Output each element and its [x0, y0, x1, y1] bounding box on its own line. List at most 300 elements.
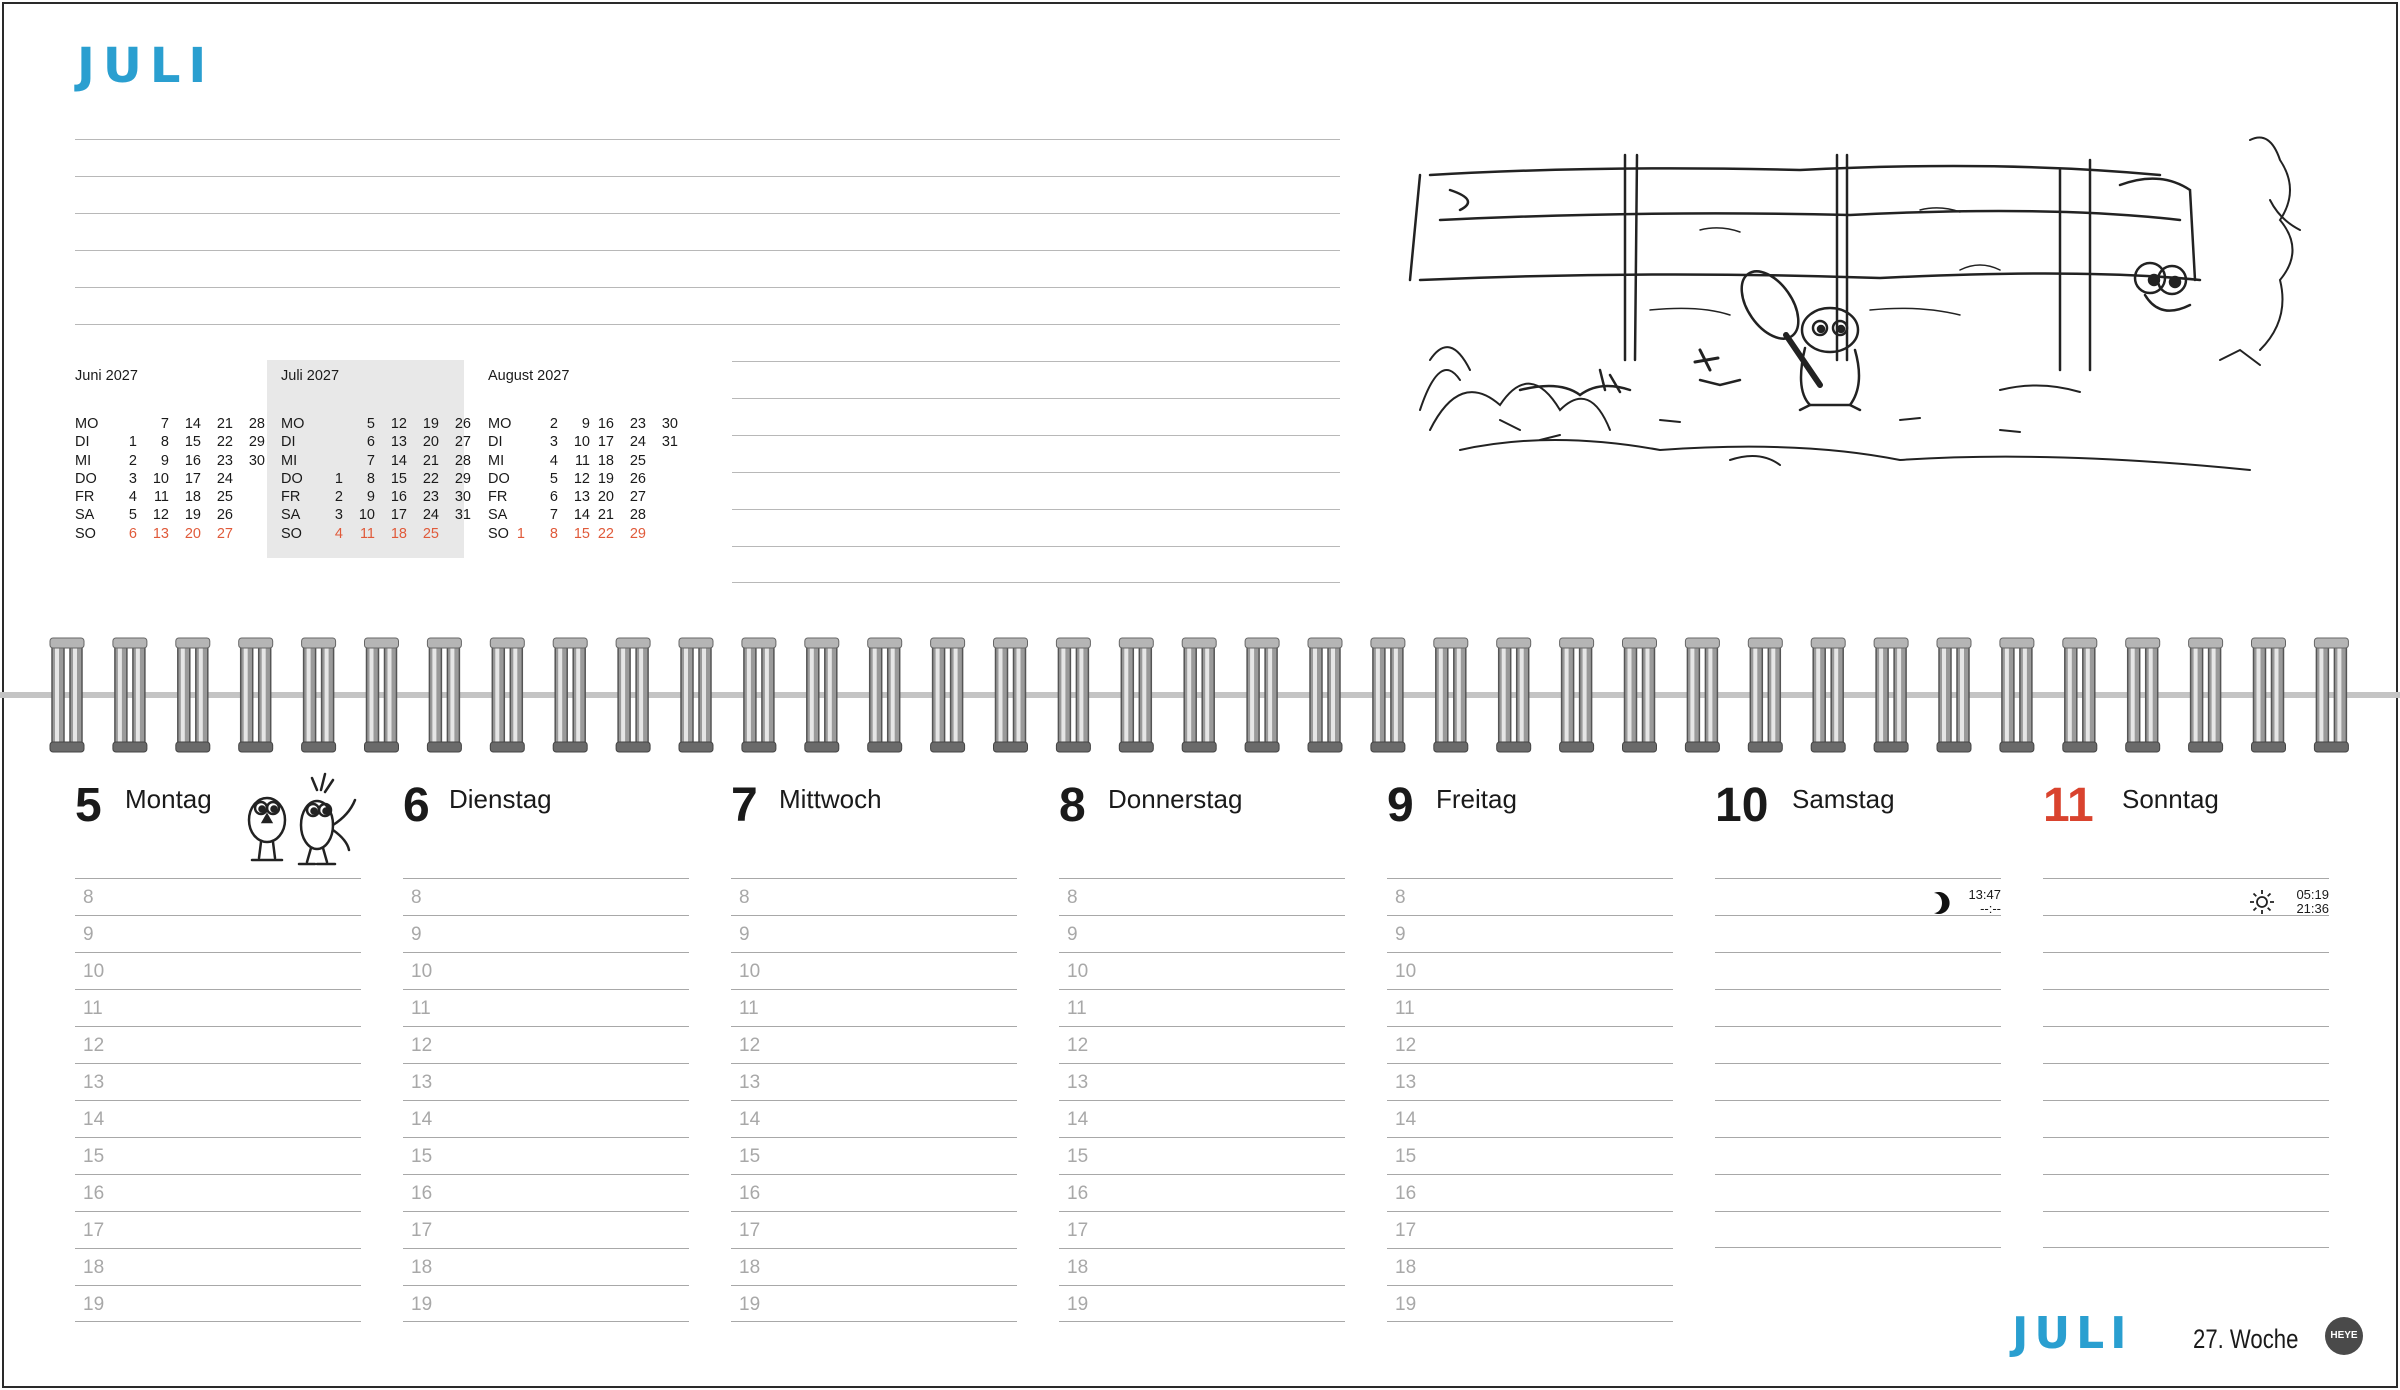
mini-calendar-title: Juli 2027: [281, 368, 340, 384]
hour-slot[interactable]: [731, 1285, 1017, 1322]
hour-label: 19: [1067, 1294, 1089, 1315]
hour-slot[interactable]: [1387, 989, 1673, 1026]
note-line[interactable]: [732, 435, 1340, 436]
day-name: Mittwoch: [779, 784, 882, 814]
hour-slot[interactable]: [403, 989, 689, 1026]
date-cell: 25: [216, 489, 233, 506]
hour-slot[interactable]: [1387, 1174, 1673, 1211]
hour-label: 14: [1067, 1109, 1089, 1130]
hour-label: 17: [411, 1220, 433, 1241]
date-cell: 25: [422, 525, 439, 542]
date-cell: 28: [248, 416, 265, 432]
day-header: [1059, 770, 1345, 878]
date-cell: 30: [248, 452, 265, 469]
day-column-freitag: [1387, 770, 1673, 1322]
date-cell: 1: [128, 434, 137, 451]
date-cell: 30: [454, 489, 471, 506]
date-cell: 4: [128, 489, 137, 506]
date-cell: 8: [366, 470, 375, 487]
hour-label: 12: [1067, 1035, 1089, 1056]
hour-slot[interactable]: [1059, 878, 1345, 915]
hour-slot[interactable]: [1387, 1248, 1673, 1285]
hour-slot[interactable]: [403, 1248, 689, 1285]
hour-label: 12: [739, 1035, 761, 1056]
date-cell: 29: [629, 525, 646, 542]
date-cell: 6: [549, 489, 558, 506]
date-cell: 16: [184, 452, 201, 469]
note-line[interactable]: [732, 582, 1340, 583]
date-cell: 20: [184, 525, 201, 542]
day-column-dienstag: [403, 770, 689, 1322]
mini-calendar-june: [75, 368, 265, 558]
hour-slot[interactable]: [2043, 1063, 2329, 1100]
date-cell: 14: [390, 452, 407, 469]
hour-slot[interactable]: [1059, 915, 1345, 952]
publisher-logo: HEYE: [2325, 1317, 2363, 1355]
day-header: [2043, 770, 2329, 878]
day-number: 5: [75, 779, 102, 832]
hour-label: 15: [1067, 1146, 1089, 1167]
weekday-label: FR: [75, 489, 95, 506]
hour-slot[interactable]: [403, 915, 689, 952]
weekday-label: MO: [281, 416, 305, 432]
day-column-montag: [75, 770, 361, 1322]
date-cell: 22: [216, 434, 233, 451]
hour-label: 14: [1395, 1109, 1417, 1130]
sunset-time: 21:36: [2296, 901, 2329, 916]
hour-label: 16: [739, 1183, 761, 1204]
sunrise-time: 05:19: [2296, 887, 2329, 902]
date-cell: 5: [549, 470, 558, 487]
hour-slot[interactable]: [731, 1063, 1017, 1100]
date-cell: 30: [661, 416, 678, 432]
date-cell: 21: [597, 507, 614, 524]
date-cell: 22: [597, 525, 614, 542]
date-cell: 7: [549, 507, 558, 524]
hour-label: 12: [1395, 1035, 1417, 1056]
hour-label: 18: [83, 1257, 105, 1278]
hour-label: 11: [1067, 998, 1087, 1019]
hour-slot[interactable]: [403, 1211, 689, 1248]
hour-slot[interactable]: [1387, 952, 1673, 989]
hour-slot[interactable]: [1715, 952, 2001, 989]
hour-label: 13: [739, 1072, 761, 1093]
date-cell: 1: [516, 525, 525, 542]
date-cell: 18: [184, 489, 201, 506]
day-column-sonntag: [2043, 770, 2329, 1248]
hour-label: 18: [411, 1257, 433, 1278]
hour-slot[interactable]: [1387, 915, 1673, 952]
day-column-samstag: [1715, 770, 2001, 1248]
mini-calendar-title: August 2027: [488, 368, 570, 384]
note-line[interactable]: [75, 213, 1340, 214]
date-cell: 15: [573, 525, 590, 542]
date-cell: 9: [160, 452, 169, 469]
day-name: Freitag: [1436, 784, 1517, 814]
hour-slot[interactable]: [75, 1174, 361, 1211]
date-cell: 10: [152, 470, 169, 487]
hour-slot[interactable]: [731, 1248, 1017, 1285]
hour-label: 11: [83, 998, 103, 1019]
date-cell: 16: [390, 489, 407, 506]
weekday-label: DI: [75, 434, 90, 451]
hour-slot[interactable]: [1059, 1174, 1345, 1211]
date-cell: 6: [128, 525, 137, 542]
date-cell: 13: [573, 489, 590, 506]
note-line[interactable]: [732, 509, 1340, 510]
hour-slot[interactable]: [75, 952, 361, 989]
weekday-label: MO: [75, 416, 99, 432]
hour-slot[interactable]: [403, 1137, 689, 1174]
date-cell: 2: [334, 489, 343, 506]
day-name: Dienstag: [449, 784, 552, 814]
hour-label: 8: [83, 887, 94, 908]
hour-label: 17: [83, 1220, 105, 1241]
hour-slot[interactable]: [731, 1100, 1017, 1137]
hour-label: 8: [1395, 887, 1406, 908]
date-cell: 2: [128, 452, 137, 469]
note-line[interactable]: [732, 361, 1340, 362]
date-cell: 11: [153, 489, 169, 506]
date-cell: 21: [216, 416, 233, 432]
date-cell: 31: [661, 434, 678, 451]
date-cell: 13: [152, 525, 169, 542]
date-cell: 5: [128, 507, 137, 524]
hour-label: 14: [83, 1109, 105, 1130]
date-cell: 27: [454, 434, 471, 451]
cat-illustration: [1400, 130, 2330, 520]
date-cell: 6: [366, 434, 375, 451]
hour-slot[interactable]: [75, 1026, 361, 1063]
note-line[interactable]: [75, 250, 1340, 251]
date-cell: 23: [216, 452, 233, 469]
date-cell: 23: [422, 489, 439, 506]
date-cell: 4: [334, 525, 343, 542]
date-cell: 26: [629, 470, 646, 487]
hour-slot[interactable]: [2043, 1100, 2329, 1137]
date-cell: 25: [629, 452, 646, 469]
day-number: 7: [731, 779, 758, 832]
hour-label: 9: [1395, 924, 1406, 945]
weekday-label: MI: [281, 452, 298, 469]
date-cell: 3: [128, 470, 137, 487]
hour-slot[interactable]: [75, 915, 361, 952]
hour-slot[interactable]: [1715, 915, 2001, 952]
hour-slot[interactable]: [731, 1174, 1017, 1211]
mini-calendar-july: [267, 360, 471, 558]
hour-slot[interactable]: [75, 1100, 361, 1137]
hour-label: 14: [739, 1109, 761, 1130]
hour-slot[interactable]: [731, 1137, 1017, 1174]
date-cell: 7: [366, 452, 375, 469]
date-cell: 12: [390, 416, 407, 432]
hour-label: 19: [411, 1294, 433, 1315]
date-cell: 8: [549, 525, 558, 542]
hour-slot[interactable]: [2043, 915, 2329, 952]
day-header: [403, 770, 689, 878]
hour-slot[interactable]: [731, 878, 1017, 915]
weekday-label: MI: [75, 452, 92, 469]
date-cell: 13: [390, 434, 407, 451]
hour-label: 11: [411, 998, 431, 1019]
date-cell: 10: [573, 434, 590, 451]
weekday-label: FR: [488, 489, 508, 506]
hour-label: 10: [83, 961, 105, 982]
hour-label: 8: [739, 887, 750, 908]
hour-label: 13: [411, 1072, 433, 1093]
day-name: Samstag: [1792, 784, 1895, 814]
hour-slot[interactable]: [403, 1285, 689, 1322]
hour-label: 15: [411, 1146, 433, 1167]
date-cell: 12: [152, 507, 169, 524]
page-title: JULI: [77, 38, 215, 94]
hour-label: 15: [83, 1146, 105, 1167]
hour-label: 15: [739, 1146, 761, 1167]
note-line[interactable]: [75, 287, 1340, 288]
hour-label: 19: [1395, 1294, 1417, 1315]
footer-month: JULI: [2012, 1308, 2133, 1359]
hour-label: 14: [411, 1109, 433, 1130]
hour-label: 11: [739, 998, 759, 1019]
date-cell: 16: [597, 416, 614, 432]
date-cell: 2: [549, 416, 558, 432]
date-cell: 11: [359, 525, 375, 542]
date-cell: 10: [358, 507, 375, 524]
hour-label: 9: [83, 924, 94, 945]
date-cell: 23: [629, 416, 646, 432]
hour-slot[interactable]: [2043, 1211, 2329, 1248]
hour-label: 18: [1067, 1257, 1089, 1278]
hour-label: 16: [83, 1183, 105, 1204]
hour-label: 15: [1395, 1146, 1417, 1167]
hour-slot[interactable]: [2043, 878, 2329, 915]
hour-slot[interactable]: [1059, 1026, 1345, 1063]
day-header: [1387, 770, 1673, 878]
date-cell: 7: [160, 416, 169, 432]
hour-slot[interactable]: [403, 1026, 689, 1063]
hour-slot[interactable]: [1715, 1063, 2001, 1100]
note-line[interactable]: [75, 139, 1340, 140]
hour-label: 10: [1395, 961, 1417, 982]
hour-label: 12: [411, 1035, 433, 1056]
weekday-label: SO: [75, 525, 96, 542]
date-cell: 18: [390, 525, 407, 542]
weekday-label: DO: [75, 470, 97, 487]
hour-slot[interactable]: [403, 1063, 689, 1100]
hour-slot[interactable]: [731, 1026, 1017, 1063]
date-cell: 29: [454, 470, 471, 487]
hour-label: 8: [1067, 887, 1078, 908]
date-cell: 4: [549, 452, 558, 469]
hour-label: 12: [83, 1035, 105, 1056]
date-cell: 28: [629, 507, 646, 524]
hour-slot[interactable]: [403, 878, 689, 915]
date-cell: 17: [184, 470, 201, 487]
date-cell: 18: [597, 452, 614, 469]
hour-slot[interactable]: [2043, 989, 2329, 1026]
hour-slot[interactable]: [75, 1063, 361, 1100]
birds-icon: [237, 770, 357, 870]
hour-slot[interactable]: [1387, 1100, 1673, 1137]
hour-slot[interactable]: [1715, 1026, 2001, 1063]
hour-slot[interactable]: [1715, 878, 2001, 915]
hour-slot[interactable]: [2043, 952, 2329, 989]
hour-label: 19: [739, 1294, 761, 1315]
weekday-label: SA: [281, 507, 301, 524]
hour-slot[interactable]: [2043, 1174, 2329, 1211]
hour-slot[interactable]: [731, 989, 1017, 1026]
hour-slot[interactable]: [1715, 989, 2001, 1026]
date-cell: 17: [597, 434, 614, 451]
note-line[interactable]: [732, 472, 1340, 473]
day-number: 8: [1059, 779, 1086, 832]
hour-slot[interactable]: [2043, 1026, 2329, 1063]
date-cell: 21: [422, 452, 439, 469]
day-name: Donnerstag: [1108, 784, 1243, 814]
hour-slot[interactable]: [75, 878, 361, 915]
date-cell: 17: [390, 507, 407, 524]
hour-label: 16: [1395, 1183, 1417, 1204]
hour-slot[interactable]: [1387, 1285, 1673, 1322]
hour-label: 10: [411, 961, 433, 982]
hour-slot[interactable]: [2043, 1137, 2329, 1174]
hour-slot[interactable]: [731, 952, 1017, 989]
hour-slot[interactable]: [1059, 1063, 1345, 1100]
week-number: 27. Woche: [2193, 1324, 2299, 1354]
date-cell: 19: [184, 507, 201, 524]
day-header: [75, 770, 361, 878]
date-cell: 27: [216, 525, 233, 542]
hour-slot[interactable]: [1715, 1137, 2001, 1174]
note-line[interactable]: [75, 324, 1340, 325]
moon-time-secondary: --:--: [1980, 901, 2001, 916]
date-cell: 9: [366, 489, 375, 506]
weekday-label: DI: [281, 434, 296, 451]
day-name: Sonntag: [2122, 784, 2219, 814]
day-number: 9: [1387, 779, 1414, 832]
day-name: Montag: [125, 784, 212, 814]
hour-slot[interactable]: [75, 1248, 361, 1285]
hour-slot[interactable]: [1387, 878, 1673, 915]
hour-slot[interactable]: [1059, 989, 1345, 1026]
hour-slot[interactable]: [1059, 1137, 1345, 1174]
hour-label: 10: [739, 961, 761, 982]
date-cell: 14: [573, 507, 590, 524]
date-cell: 5: [366, 416, 375, 432]
hour-slot[interactable]: [75, 1137, 361, 1174]
hour-label: 8: [411, 887, 422, 908]
date-cell: 14: [184, 416, 201, 432]
hour-slot[interactable]: [1387, 1063, 1673, 1100]
hour-label: 18: [739, 1257, 761, 1278]
hour-slot[interactable]: [403, 952, 689, 989]
note-line[interactable]: [732, 546, 1340, 547]
moon-time: 13:47: [1968, 887, 2001, 902]
date-cell: 20: [422, 434, 439, 451]
date-cell: 19: [422, 416, 439, 432]
hour-slot[interactable]: [1715, 1174, 2001, 1211]
date-cell: 29: [248, 434, 265, 451]
weekday-label: FR: [281, 489, 301, 506]
weekday-label: DI: [488, 434, 503, 451]
hour-slot[interactable]: [731, 915, 1017, 952]
day-column-donnerstag: [1059, 770, 1345, 1322]
hour-label: 13: [1395, 1072, 1417, 1093]
date-cell: 31: [454, 507, 471, 524]
hour-slot[interactable]: [1387, 1137, 1673, 1174]
date-cell: 12: [573, 470, 590, 487]
hour-slot[interactable]: [75, 1285, 361, 1322]
weekday-label: MO: [488, 416, 512, 432]
hour-label: 16: [411, 1183, 433, 1204]
moon-icon: [1929, 891, 1951, 915]
date-cell: 24: [422, 507, 439, 524]
date-cell: 3: [334, 507, 343, 524]
date-cell: 11: [574, 452, 590, 469]
date-cell: 8: [160, 434, 169, 451]
hour-slot[interactable]: [1059, 952, 1345, 989]
mini-calendar-august: [488, 368, 688, 558]
hour-label: 9: [1067, 924, 1078, 945]
sun-icon: [2249, 889, 2275, 915]
hour-slot[interactable]: [1715, 1211, 2001, 1248]
weekday-label: SA: [75, 507, 95, 524]
hour-slot[interactable]: [1059, 1285, 1345, 1322]
date-cell: 27: [629, 489, 646, 506]
hour-label: 13: [1067, 1072, 1089, 1093]
hour-slot[interactable]: [1059, 1100, 1345, 1137]
day-column-mittwoch: [731, 770, 1017, 1322]
date-cell: 28: [454, 452, 471, 469]
hour-label: 18: [1395, 1257, 1417, 1278]
date-cell: 1: [334, 470, 343, 487]
note-line[interactable]: [75, 176, 1340, 177]
spiral-binding: [0, 630, 2400, 760]
weekday-label: DO: [488, 470, 510, 487]
sun-times-info: [2249, 887, 2329, 917]
hour-slot[interactable]: [731, 1211, 1017, 1248]
hour-label: 9: [739, 924, 750, 945]
hour-label: 17: [1395, 1220, 1417, 1241]
hour-slot[interactable]: [1387, 1211, 1673, 1248]
hour-label: 11: [1395, 998, 1415, 1019]
hour-label: 17: [739, 1220, 761, 1241]
hour-label: 10: [1067, 961, 1089, 982]
hour-slot[interactable]: [1059, 1248, 1345, 1285]
hour-slot[interactable]: [1387, 1026, 1673, 1063]
hour-slot[interactable]: [75, 989, 361, 1026]
moon-phase-info: [1921, 887, 2001, 917]
hour-label: 13: [83, 1072, 105, 1093]
weekday-label: DO: [281, 470, 303, 487]
day-number: 11: [2043, 779, 2094, 832]
hour-slot[interactable]: [1059, 1211, 1345, 1248]
day-number: 10: [1715, 779, 1769, 832]
note-line[interactable]: [732, 398, 1340, 399]
date-cell: 24: [216, 470, 233, 487]
day-number: 6: [403, 779, 430, 832]
hour-slot[interactable]: [1715, 1100, 2001, 1137]
day-header: [1715, 770, 2001, 878]
date-cell: 15: [184, 434, 201, 451]
weekday-label: SA: [488, 507, 508, 524]
hour-slot[interactable]: [403, 1100, 689, 1137]
mini-calendar-title: Juni 2027: [75, 368, 138, 384]
date-cell: 19: [597, 470, 614, 487]
hour-slot[interactable]: [403, 1174, 689, 1211]
hour-slot[interactable]: [75, 1211, 361, 1248]
date-cell: 26: [454, 416, 471, 432]
